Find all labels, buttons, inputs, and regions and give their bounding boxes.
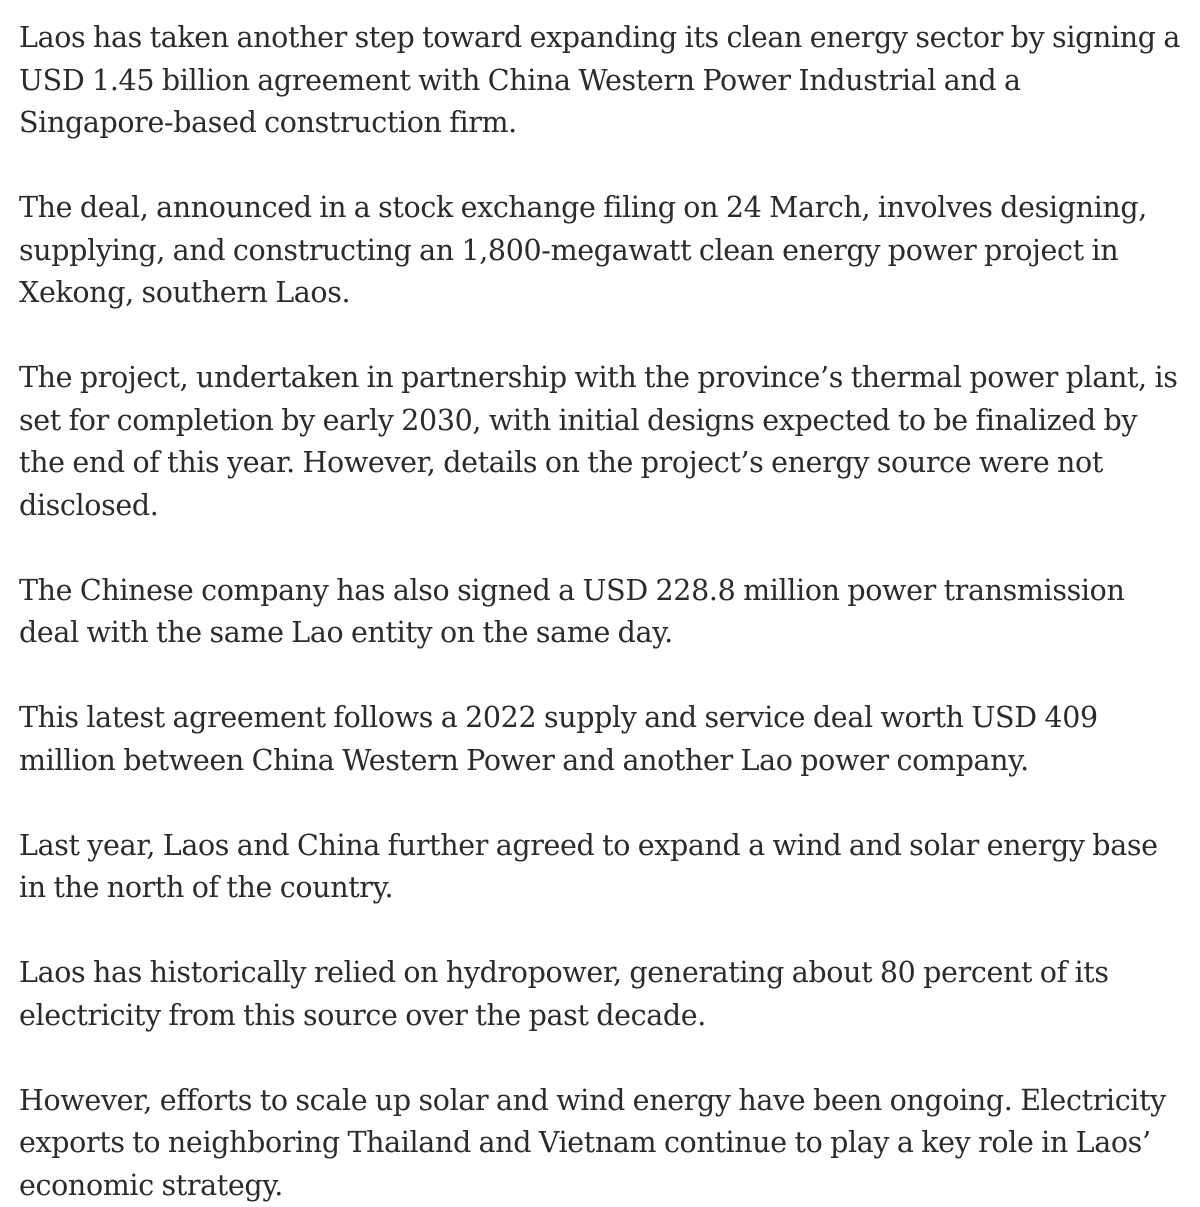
article-paragraph: Laos has taken another step toward expanding its clean energy sector by signing a USD 1.45 billion agreement with China Western Power Industrial and a Singapore-based construction firm.: [19, 17, 1182, 145]
article-paragraph: The Chinese company has also signed a USD 228.8 million power transmission deal with the same Lao entity on the same day.: [19, 570, 1182, 655]
article-paragraph: However, efforts to scale up solar and wind energy have been ongoing. Electricity exports to neighboring Thailand and Vietnam continue to play a key role in Laos’ economic strategy.: [19, 1080, 1182, 1207]
article-paragraph: Laos has historically relied on hydropower, generating about 80 percent of its electricity from this source over the past decade.: [19, 952, 1182, 1037]
article-paragraph: Last year, Laos and China further agreed to expand a wind and solar energy base in the north of the country.: [19, 825, 1182, 910]
article-paragraph: The deal, announced in a stock exchange filing on 24 March, involves designing, supplying, and constructing an 1,800-megawatt clean energy power project in Xekong, southern Laos.: [19, 187, 1182, 315]
article-paragraph: This latest agreement follows a 2022 supply and service deal worth USD 409 million between China Western Power and another Lao power company.: [19, 697, 1182, 782]
article-paragraph: The project, undertaken in partnership with the province’s thermal power plant, is set for completion by early 2030, with initial designs expected to be finalized by the end of this year. However, details on the project’s energy source were not disclosed.: [19, 357, 1182, 527]
